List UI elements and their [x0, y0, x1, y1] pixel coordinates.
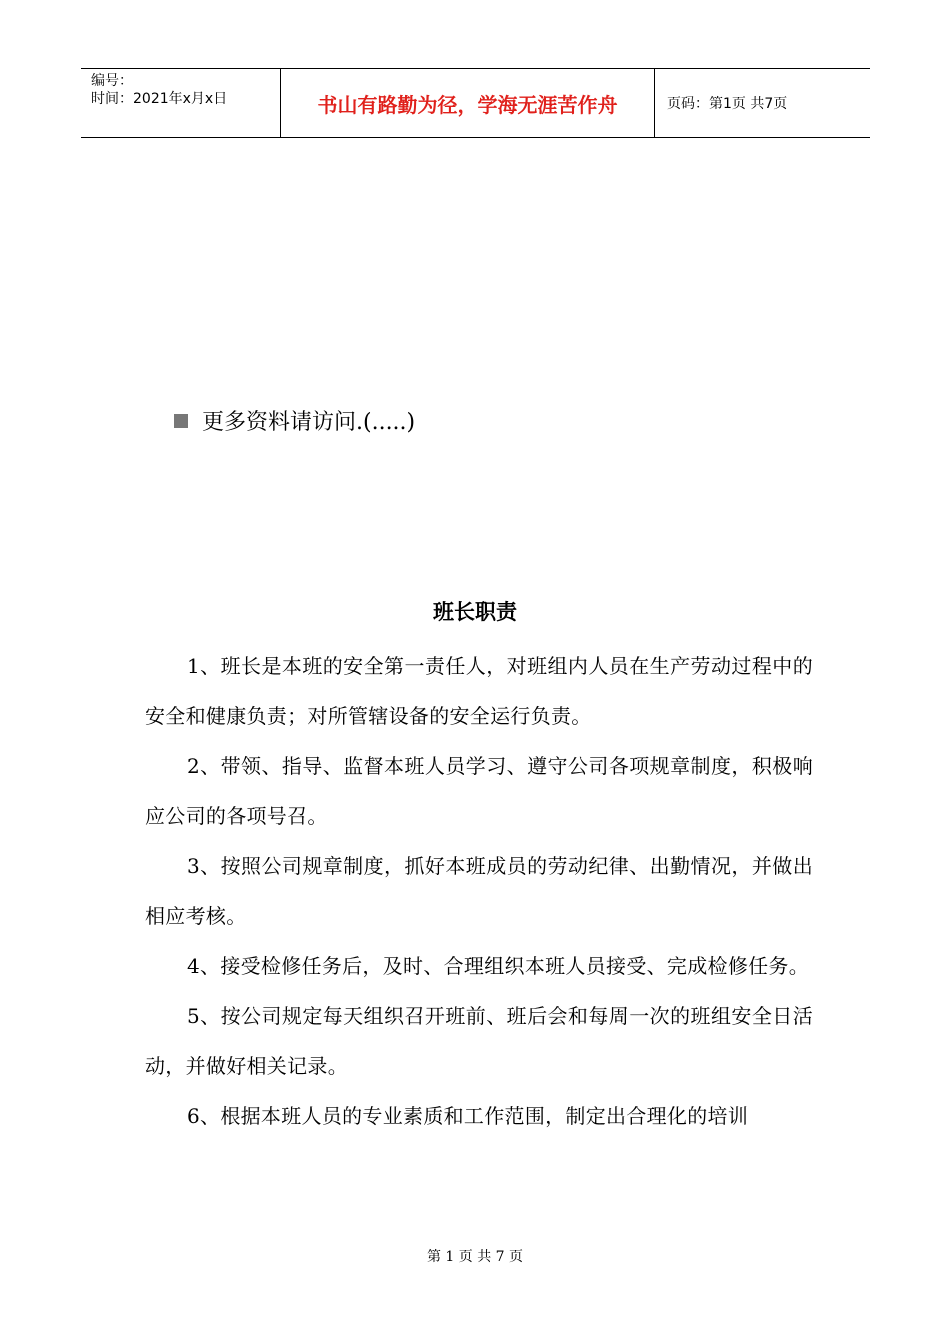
page-footer: 第 1 页 共 7 页	[426, 1249, 524, 1265]
more-resources-text: 更多资料请访问.(.....)	[202, 410, 416, 435]
paragraph: 5、按公司规定每天组织召开班前、班后会和每周一次的班组安全日活动，并做好相关记录。	[145, 1004, 813, 1078]
document-title: 班长职责	[433, 600, 517, 624]
document-body	[145, 641, 813, 1141]
paragraph: 1、班长是本班的安全第一责任人，对班组内人员在生产劳动过程中的安全和健康负责；对所管辖设备的安全运行负责。	[145, 654, 813, 728]
paragraph: 6、根据本班人员的专业素质和工作范围，制定出合理化的培训	[187, 1104, 749, 1128]
header-page-info: 页码：第1页 共7页	[667, 96, 788, 112]
paragraph: 3、按照公司规章制度，抓好本班成员的劳动纪律、出勤情况，并做出相应考核。	[145, 854, 813, 928]
header-motto: 书山有路勤为径，学海无涯苦作舟	[281, 69, 655, 137]
header-time-label: 时间：2021年x月x日	[91, 91, 228, 107]
paragraph: 4、接受检修任务后，及时、合理组织本班人员接受、完成检修任务。	[187, 954, 810, 978]
header-number-label: 编号：	[91, 73, 133, 89]
square-bullet-icon	[174, 414, 188, 428]
document-header	[81, 68, 870, 138]
header-meta	[81, 69, 281, 137]
paragraph: 2、带领、指导、监督本班人员学习、遵守公司各项规章制度，积极响应公司的各项号召。	[145, 754, 813, 828]
more-resources-link[interactable]	[174, 405, 415, 436]
